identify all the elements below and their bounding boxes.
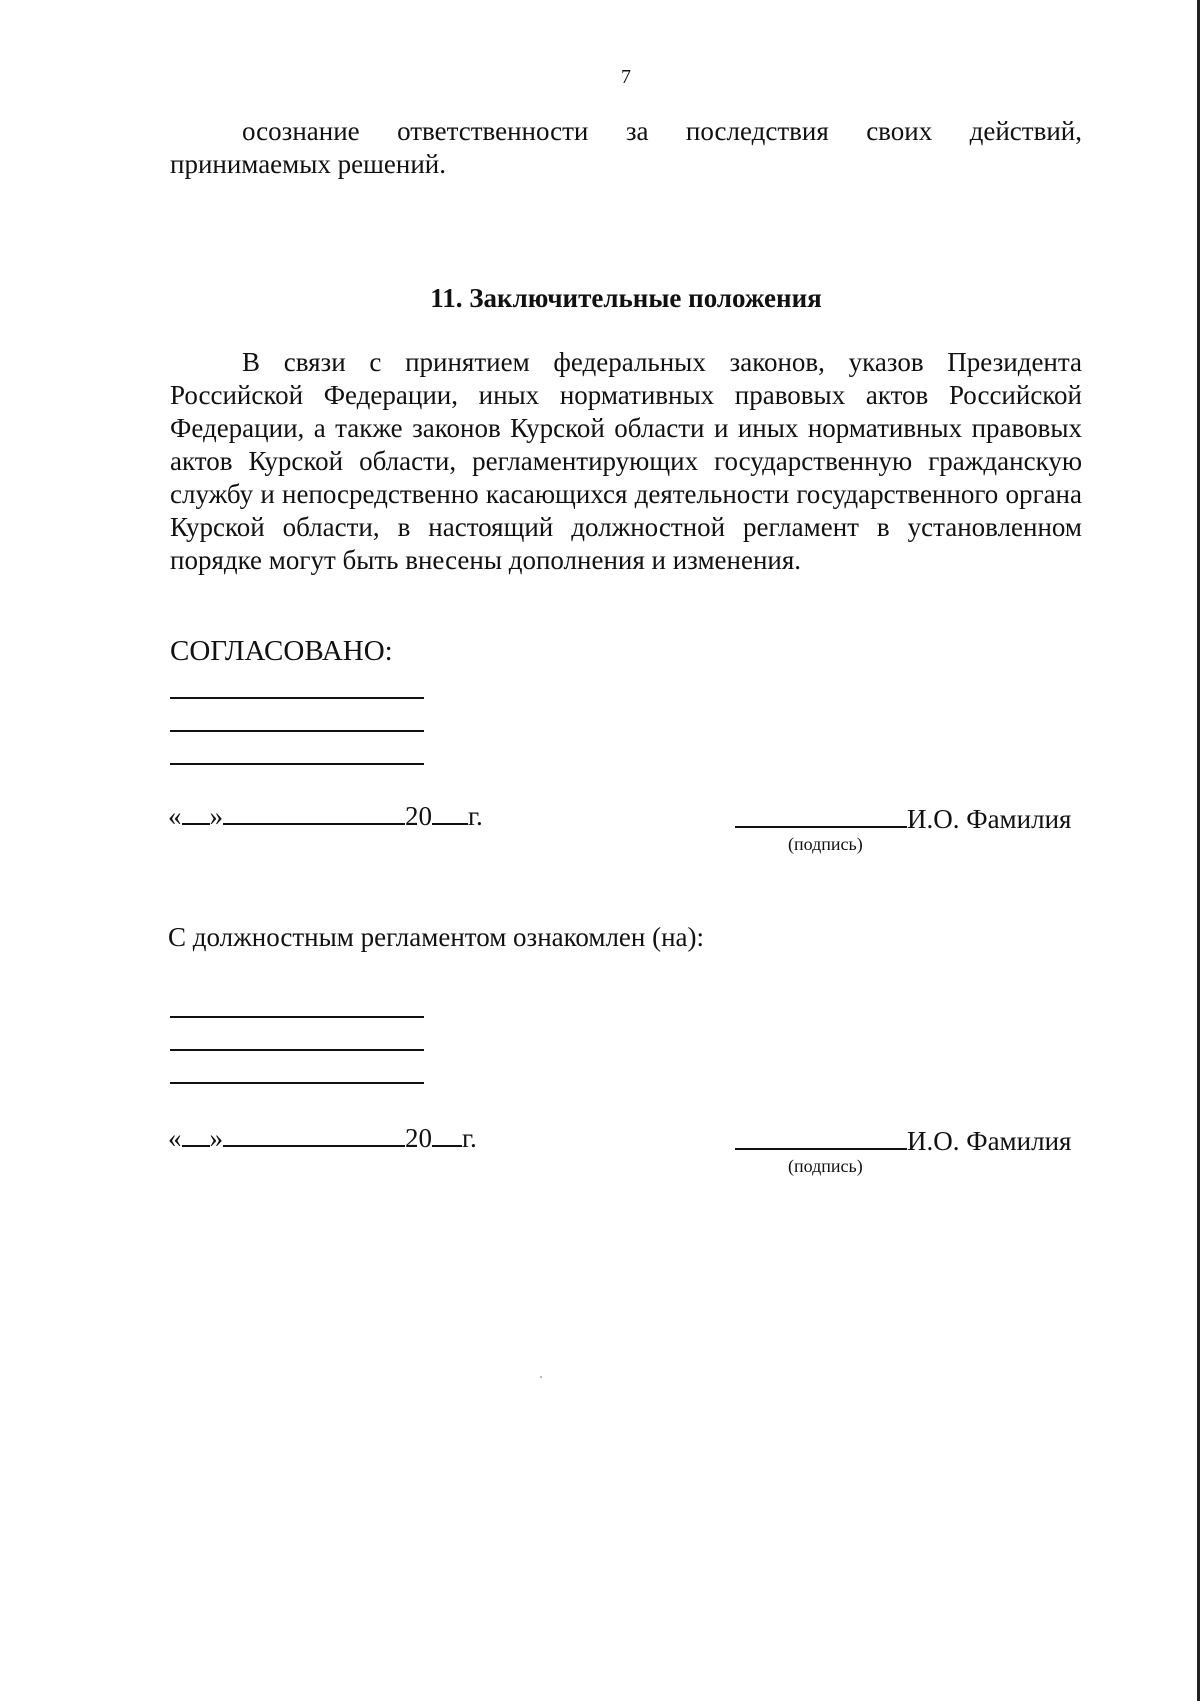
signature-blank <box>735 802 907 828</box>
familiar-blank-line-2 <box>170 1049 424 1051</box>
year-prefix: 20 <box>405 1123 432 1153</box>
agreed-blank-line-2 <box>170 730 424 732</box>
date-close-quote: » <box>209 1123 223 1153</box>
month-blank <box>223 1121 405 1147</box>
agreed-label: СОГЛАСОВАНО: <box>170 635 393 667</box>
signatory-name: И.О. Фамилия <box>907 1126 1072 1156</box>
familiar-signature-row <box>735 1124 1071 1157</box>
agreed-date-row <box>168 799 483 832</box>
scan-speck <box>540 1376 542 1378</box>
date-open-quote: « <box>168 801 182 831</box>
agreed-signature-row <box>735 802 1071 835</box>
familiar-date-row <box>168 1121 477 1154</box>
year-blank <box>432 799 468 825</box>
familiarized-label: С должностным регламентом ознакомлен (на): <box>168 922 705 952</box>
section-heading: 11. Заключительные положения <box>430 283 822 313</box>
date-open-quote: « <box>168 1123 182 1153</box>
signature-caption: (подпись) <box>788 1156 863 1176</box>
day-blank <box>182 1121 210 1147</box>
month-blank <box>223 799 405 825</box>
agreed-blank-line-3 <box>170 763 424 765</box>
familiar-blank-line-1 <box>170 1016 424 1018</box>
signatory-name: И.О. Фамилия <box>907 804 1072 834</box>
day-blank <box>182 799 210 825</box>
signature-blank <box>735 1124 907 1150</box>
year-suffix: г. <box>462 1123 477 1153</box>
paragraph-final-provisions: В связи с принятием федеральных законов, указов Президента Российской Федерации, иных нормативных правовых актов Российской Федерации, а также законов Курской области и иных нормативных правовых актов Курской области, регламентирующих государственную гражданскую службу и непосредственно касающихся деятельности государственного органа Курской области, в настоящий должностной регламент в установленном порядке могут быть внесены дополнения и изменения. <box>170 347 1082 575</box>
year-suffix: г. <box>468 801 483 831</box>
year-blank <box>432 1121 462 1147</box>
year-prefix: 20 <box>405 801 432 831</box>
signature-caption: (подпись) <box>788 834 863 854</box>
agreed-blank-line-1 <box>170 697 424 699</box>
date-close-quote: » <box>209 801 223 831</box>
page-number: 7 <box>621 66 631 88</box>
paragraph-continuation: осознание ответственности за последствия своих действий, принимаемых решений. <box>170 116 1082 179</box>
familiar-blank-line-3 <box>170 1082 424 1084</box>
